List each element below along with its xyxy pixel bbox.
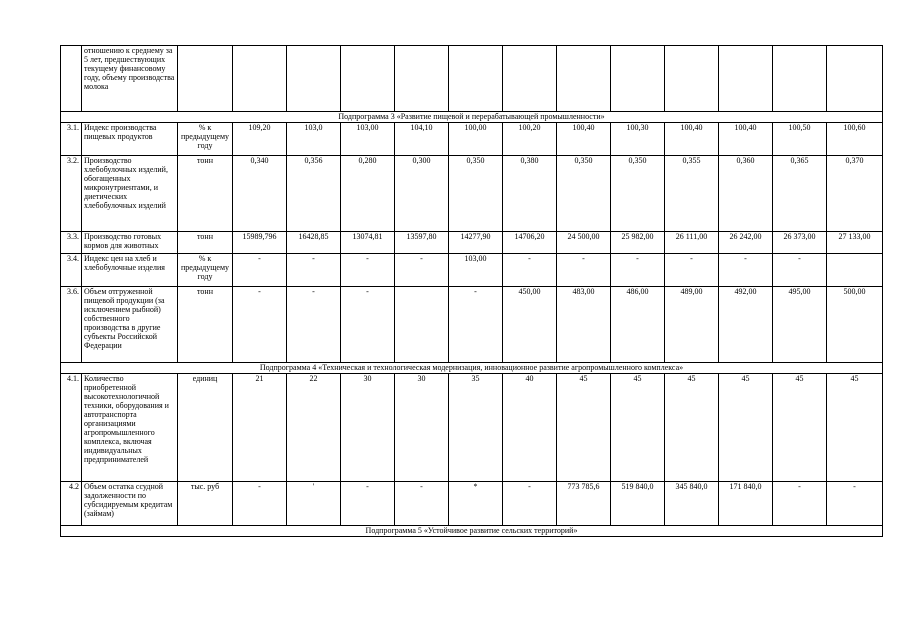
year-value: - <box>287 287 341 363</box>
row-number: 3.3. <box>61 232 82 254</box>
year-value: 0,356 <box>287 156 341 232</box>
year-value: 45 <box>557 374 611 482</box>
year-value: 0,350 <box>449 156 503 232</box>
row-number: 4.1. <box>61 374 82 482</box>
year-value: 0,370 <box>827 156 883 232</box>
year-value: 0,380 <box>503 156 557 232</box>
unit-of-measure: % к предыдущему году <box>178 254 233 287</box>
year-value: - <box>773 254 827 287</box>
year-value: 22 <box>287 374 341 482</box>
table-body <box>61 46 883 537</box>
year-value: 104,10 <box>395 123 449 156</box>
table-row <box>61 156 883 232</box>
year-value: 0,300 <box>395 156 449 232</box>
year-value: 100,00 <box>449 123 503 156</box>
year-value: - <box>341 254 395 287</box>
indicator-name: Индекс производства пищевых продуктов <box>82 123 178 156</box>
row-number: 3.1. <box>61 123 82 156</box>
subprogram-row <box>61 526 883 537</box>
unit-of-measure: тонн <box>178 287 233 363</box>
year-value: 0,365 <box>773 156 827 232</box>
year-value: 345 840,0 <box>665 482 719 526</box>
year-value: 519 840,0 <box>611 482 665 526</box>
year-value <box>233 46 287 112</box>
indicator-name: Производство готовых кормов для животных <box>82 232 178 254</box>
year-value: 13597,80 <box>395 232 449 254</box>
year-value: 0,355 <box>665 156 719 232</box>
year-value <box>449 46 503 112</box>
year-value: 100,50 <box>773 123 827 156</box>
year-value: 26 373,00 <box>773 232 827 254</box>
year-value: 492,00 <box>719 287 773 363</box>
year-value: 0,350 <box>611 156 665 232</box>
indicator-name: Производство хлебобулочных изделий, обогащенных микронутриентами, и диетических хлебобулочных изделий <box>82 156 178 232</box>
unit-of-measure: единиц <box>178 374 233 482</box>
year-value: 30 <box>395 374 449 482</box>
year-value: 30 <box>341 374 395 482</box>
year-value: 26 111,00 <box>665 232 719 254</box>
year-value: 100,20 <box>503 123 557 156</box>
year-value: 15989,796 <box>233 232 287 254</box>
row-number: 3.2. <box>61 156 82 232</box>
year-value: 45 <box>773 374 827 482</box>
year-value: 14706,20 <box>503 232 557 254</box>
year-value: 0,360 <box>719 156 773 232</box>
year-value: - <box>395 254 449 287</box>
year-value: 486,00 <box>611 287 665 363</box>
year-value <box>395 46 449 112</box>
year-value: - <box>233 254 287 287</box>
year-value: - <box>611 254 665 287</box>
subprogram-title: Подпрограмма 4 «Техническая и технологическая модернизация, инновационное развитие агропромышленного комплекса» <box>61 363 883 374</box>
year-value: 450,00 <box>503 287 557 363</box>
year-value: 500,00 <box>827 287 883 363</box>
table-row <box>61 232 883 254</box>
year-value: - <box>827 482 883 526</box>
year-value: - <box>233 287 287 363</box>
year-value: 171 840,0 <box>719 482 773 526</box>
year-value: - <box>503 482 557 526</box>
year-value: - <box>557 254 611 287</box>
unit-of-measure <box>178 46 233 112</box>
year-value: 109,20 <box>233 123 287 156</box>
year-value: - <box>773 482 827 526</box>
year-value <box>395 287 449 363</box>
year-value: 773 785,6 <box>557 482 611 526</box>
year-value: 0,340 <box>233 156 287 232</box>
unit-of-measure: тонн <box>178 156 233 232</box>
indicator-name: Индекс цен на хлеб и хлебобулочные изделия <box>82 254 178 287</box>
year-value: - <box>719 254 773 287</box>
subprogram-row <box>61 363 883 374</box>
indicator-name: Объем остатка ссудной задолженности по субсидируемым кредитам (займам) <box>82 482 178 526</box>
year-value: 103,00 <box>341 123 395 156</box>
year-value: 45 <box>719 374 773 482</box>
year-value: 100,30 <box>611 123 665 156</box>
year-value: 16428,85 <box>287 232 341 254</box>
year-value: 40 <box>503 374 557 482</box>
year-value: 26 242,00 <box>719 232 773 254</box>
year-value <box>287 46 341 112</box>
year-value <box>827 254 883 287</box>
unit-of-measure: % к предыдущему году <box>178 123 233 156</box>
year-value: 45 <box>665 374 719 482</box>
year-value <box>773 46 827 112</box>
subprogram-title: Подпрограмма 3 «Развитие пищевой и перерабатывающей промышленности» <box>61 112 883 123</box>
year-value: 21 <box>233 374 287 482</box>
row-number <box>61 46 82 112</box>
year-value <box>611 46 665 112</box>
year-value: 45 <box>611 374 665 482</box>
year-value: 27 133,00 <box>827 232 883 254</box>
year-value: 100,40 <box>557 123 611 156</box>
year-value <box>719 46 773 112</box>
table-row <box>61 46 883 112</box>
row-number: 3.4. <box>61 254 82 287</box>
table-row <box>61 287 883 363</box>
year-value: 25 982,00 <box>611 232 665 254</box>
year-value: 14277,90 <box>449 232 503 254</box>
unit-of-measure: тыс. руб <box>178 482 233 526</box>
table-row <box>61 254 883 287</box>
year-value <box>665 46 719 112</box>
year-value: 100,40 <box>665 123 719 156</box>
table-row <box>61 374 883 482</box>
year-value: 495,00 <box>773 287 827 363</box>
table-row <box>61 482 883 526</box>
row-number: 4.2 <box>61 482 82 526</box>
unit-of-measure: тонн <box>178 232 233 254</box>
year-value: - <box>449 287 503 363</box>
year-value: 103,00 <box>449 254 503 287</box>
year-value: 35 <box>449 374 503 482</box>
indicators-table <box>60 45 883 537</box>
row-number: 3.6. <box>61 287 82 363</box>
year-value: 13074,81 <box>341 232 395 254</box>
year-value <box>341 46 395 112</box>
year-value: 24 500,00 <box>557 232 611 254</box>
year-value: - <box>287 254 341 287</box>
year-value: 103,0 <box>287 123 341 156</box>
year-value: - <box>665 254 719 287</box>
year-value: 100,60 <box>827 123 883 156</box>
year-value <box>503 46 557 112</box>
subprogram-row <box>61 112 883 123</box>
table-row <box>61 123 883 156</box>
year-value: - <box>395 482 449 526</box>
year-value: - <box>341 287 395 363</box>
year-value <box>557 46 611 112</box>
indicator-name: отношению к среднему за 5 лет, предшествующих текущему финансовому году, объему производства молока <box>82 46 178 112</box>
year-value: 45 <box>827 374 883 482</box>
year-value: * <box>449 482 503 526</box>
year-value: ' <box>287 482 341 526</box>
year-value: 100,40 <box>719 123 773 156</box>
year-value: 489,00 <box>665 287 719 363</box>
year-value: 483,00 <box>557 287 611 363</box>
year-value: - <box>503 254 557 287</box>
year-value: 0,350 <box>557 156 611 232</box>
year-value: - <box>233 482 287 526</box>
indicator-name: Количество приобретенной высокотехнологичной техники, оборудования и автотранспорта организациями агропромышленного комплекса, включая индивидуальных предпринимателей <box>82 374 178 482</box>
indicator-name: Объем отгруженной пищевой продукции (за исключением рыбной) собственного производства в другие субъекты Российской Федерации <box>82 287 178 363</box>
year-value <box>827 46 883 112</box>
subprogram-title: Подпрограмма 5 «Устойчивое развитие сельских территорий» <box>61 526 883 537</box>
year-value: 0,280 <box>341 156 395 232</box>
year-value: - <box>341 482 395 526</box>
